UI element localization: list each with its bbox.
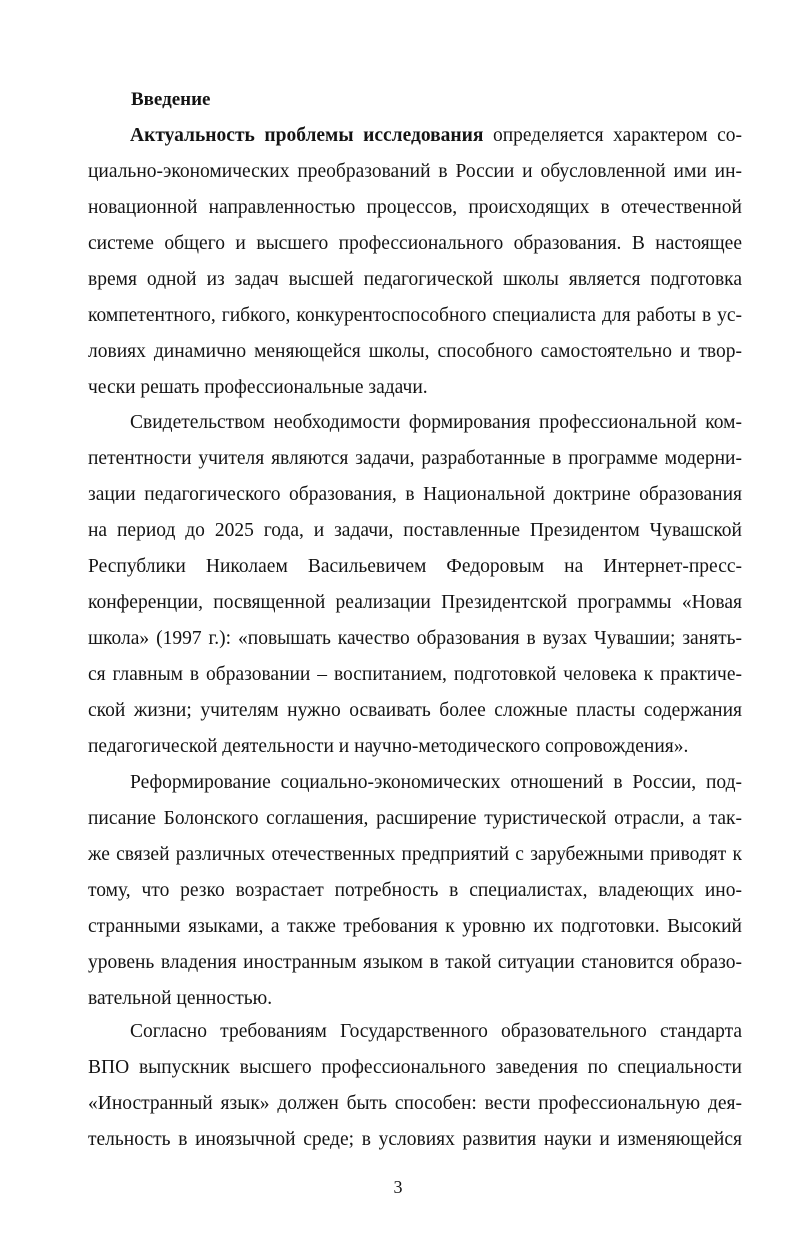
line-text: уровень владения иностранным языком в такой ситуации становится образо- [88,952,742,973]
text-line [88,801,742,837]
page-number: 3 [393,1177,403,1197]
text-line [88,1122,742,1158]
text-line [88,585,742,621]
text-line [88,298,742,334]
text-line [88,909,742,945]
line-text: Реформирование социально-экономических отношений в России, под- [130,772,742,793]
text-line [88,477,742,513]
text-line [88,1050,742,1086]
line-text: школа» (1997 г.): «повышать качество образования в вузах Чувашии; занять- [88,628,742,649]
text-line [88,1086,742,1122]
line-text: время одной из задач высшей педагогической школы является подготовка [88,269,742,290]
line-text: Республики Николаем Васильевичем Федоровым на Интернет-пресс- [88,556,742,577]
text-line [88,837,742,873]
line-text: на период до 2025 года, и задачи, поставленные Президентом Чувашской [88,520,742,541]
line-text: определяется характером со- [483,125,742,146]
text-line [88,549,742,585]
text-line [88,334,742,370]
line-text: новационной направленностью процессов, происходящих в отечественной [88,197,742,218]
line-text: педагогической деятельности и научно-методического сопровождения». [88,736,689,757]
line-text: Свидетельством необходимости формирования профессиональной ком- [130,412,742,433]
line-text: Согласно требованиям Государственного образовательного стандарта [130,1021,742,1042]
text-line [88,657,742,693]
text-line [88,370,742,406]
text-line [88,693,742,729]
text-line [88,262,742,298]
text-line [88,945,742,981]
bold-phrase: Актуальность проблемы исследования [130,125,484,146]
text-line [88,513,742,549]
text-line [88,981,742,1017]
line-text: вательной ценностью. [88,988,273,1009]
section-heading: Введение [131,89,211,110]
line-text: же связей различных отечественных предприятий с зарубежными приводят к [88,844,742,865]
line-text: тельность в иноязычной среде; в условиях развития науки и изменяющейся [88,1129,742,1150]
line-text: конференции, посвященной реализации Президентской программы «Новая [88,592,742,613]
text-line [88,621,742,657]
line-text: ВПО выпускник высшего профессионального заведения по специальности [88,1057,742,1078]
text-line [130,765,742,801]
text-line [88,873,742,909]
line-text: ся главным в образовании – воспитанием, подготовкой человека к практиче- [88,664,742,685]
text-line [88,729,742,765]
line-text: зации педагогического образования, в Национальной доктрине образования [88,484,742,505]
text-line [88,190,742,226]
text-line [130,118,742,154]
text-line [130,405,742,441]
line-text: «Иностранный язык» должен быть способен: вести профессиональную дея- [88,1093,742,1114]
line-text: ской жизни; учителям нужно осваивать более сложные пласты содержания [88,700,742,721]
text-line [88,154,742,190]
line-text: писание Болонского соглашения, расширение туристической отрасли, а так- [88,808,742,829]
line-text: странными языками, а также требования к уровню их подготовки. Высокий [88,916,742,937]
line-text: циально-экономических преобразований в России и обусловленной ими ин- [88,161,742,182]
line-text: системе общего и высшего профессионального образования. В настоящее [88,233,742,254]
line-text: петентности учителя являются задачи, разработанные в программе модерни- [88,448,742,469]
line-text: тому, что резко возрастает потребность в специалистах, владеющих ино- [88,880,742,901]
text-line [88,441,742,477]
line-text: ловиях динамично меняющейся школы, способного самостоятельно и твор- [88,341,742,362]
line-text: компетентного, гибкого, конкурентоспособного специалиста для работы в ус- [88,305,742,326]
text-line [130,1014,742,1050]
line-text: чески решать профессиональные задачи. [88,377,428,398]
text-line [88,226,742,262]
